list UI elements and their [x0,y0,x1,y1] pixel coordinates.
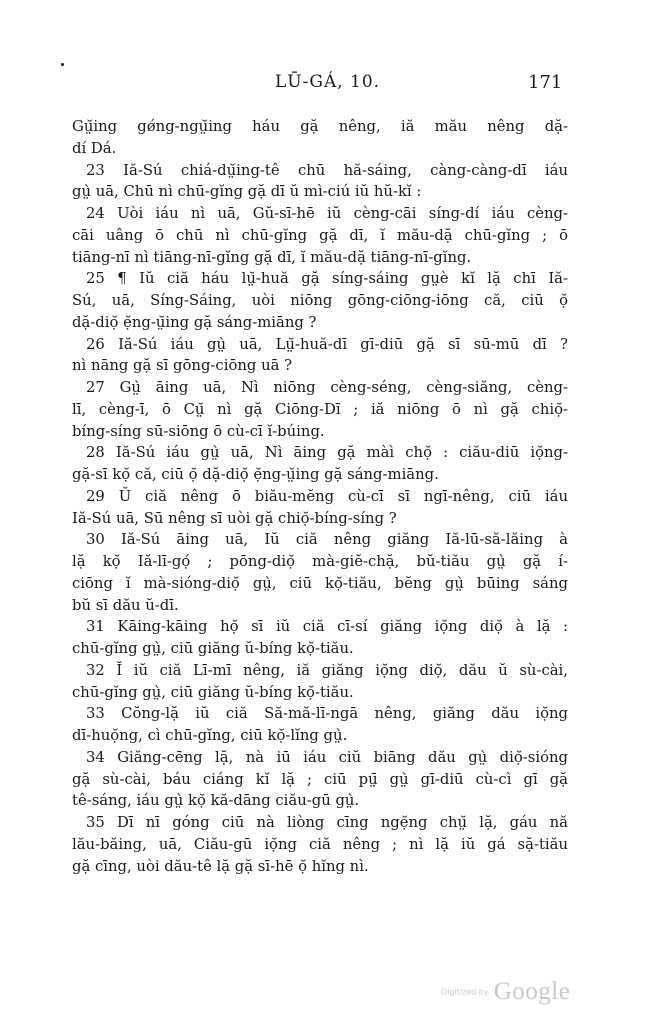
digitized-by-google-watermark [441,978,570,1006]
verse-28-line: 28 Iă-Sú iáu gṳ̀ uā, Nì āing gặ màì chọ̆ : ciău-diū iọ̆ng- [86,444,568,462]
verse-23-line: 23 Iă-Sú chiá-dṳ̆ing-tê chū hă-sáing, càng-càng-dī iáu [86,161,568,179]
verse-34-line: 34 Giăng-cēng lặ, nà iū iáu ciŭ biāng dău gṳ̀ diọ̆-sióng [86,748,568,766]
verse-32-line: 32 Ĭ iŭ ciă Lī-mī nêng, iă giăng iọ̆ng diọ̆, dău ŭ sù-cài, [86,661,568,679]
text-line: lău-băing, uā, Ciău-gū iọ̆ng ciă nêng ; nì lặ iŭ gá sặ-tiău [72,835,568,853]
text-line: tiāng-nī nì tiāng-nī-gĭng gặ dī, ĭ mău-dặ tiāng-nī-gĭng. [72,248,472,266]
watermark-google-logo: Google [493,978,571,1005]
verse-27-line: 27 Gṳ̀ āing uā, Nì niōng cèng-séng, cèng-siăng, cèng- [86,379,568,396]
text-line: gặ cīng, uòi dău-tê lặ gặ sī-hē ọ̆ hĭng nì. [72,857,369,875]
text-line: tê-sáng, iáu gṳ̀ kọ̆ kă-dāng ciău-gū gṳ̀. [72,792,360,810]
text-line: bŭ sī dău ŭ-dī. [72,596,179,614]
running-head [0,72,654,98]
text-line: Gṳ̆ing gǿng-ngṳ̆ing háu gặ nêng, iă mău nêng dặ- [72,118,568,135]
verse-24-line: 24 Uòi iáu nì uā, Gŭ-sī-hē iŭ cèng-cāi síng-dí iáu cèng- [86,205,568,222]
text-line: Iă-Sú uā, Sū nêng sī uòi gặ chiọ̆-bíng-síng ? [72,509,397,527]
body-text [72,116,568,877]
text-line: chū-gĭng gṳ̀, ciū giăng ŭ-bíng kọ̆-tiău. [72,640,354,657]
text-line: gặ sù-cài, báu ciáng kĭ lặ ; ciū pṳ̄ gṳ̀ gī-diū cù-cì gī gặ [72,770,568,788]
watermark-digitized-label: Digitized by [441,987,489,997]
text-line: dí Dá. [72,139,117,157]
text-line: dặ-diọ̆ ẹ̆ng-ṳ̆ing gặ sáng-miāng ? [72,313,317,331]
verse-30-line: 30 Iă-Sú āing uā, Iŭ ciă nêng giăng Iă-lū-să-lăing à [86,531,568,549]
verse-31-line: 31 Kāing-kāing họ̆ sī iŭ ciă cī-sí giăng iọ̆ng diọ̆ à lặ : [86,618,568,636]
stray-ink-dot [61,63,64,66]
text-line: dī-huọ̆ng, cì chū-gĭng, ciū kọ̆-lĭng gṳ̀. [72,727,348,744]
verse-29-line: 29 Ŭ ciă nêng ō biău-mĕng cù-cī sī ngī-nêng, ciū iáu [86,487,568,505]
text-line: Sú, uā, Síng-Sáing, uòi niōng gōng-ciōng-iōng că, ciū ọ̆ [72,292,568,309]
verse-35-line: 35 Dī nī góng ciū nà liòng cīng ngẹ̆ng chṳ̆ lặ, gáu nă [86,814,568,831]
verse-25-line: 25 ¶ Iŭ ciă háu lṳ̆-huă gặ síng-sáing gṳè kĭ lặ chī Iă- [86,270,568,288]
text-line: gṳ̀ uā, Chū nì chū-gĭng gặ dī ŭ mì-ciú iŭ hŭ-kĭ : [72,183,422,201]
text-line: gặ-sī kọ̆ că, ciū ọ̆ dặ-diọ̆ ẹ̆ng-ṳ̆ing gặ sáng-miāng. [72,466,439,483]
text-line: ciōng ĭ mà-sióng-diọ̆ gṳ̀, ciū kọ̆-tiău, bĕng gṳ̀ būing sáng [72,574,568,592]
text-line: nì nāng gặ sī gōng-ciōng uā ? [72,357,293,375]
text-line: chū-gĭng gṳ̀, ciū giăng ŭ-bíng kọ̆-tiău. [72,683,354,701]
text-line: lặ kọ̆ Iă-lī-gọ́ ; pōng-diọ̆ mà-giĕ-chặ, bŭ-tiău gṳ̀ gặ í- [72,553,568,570]
running-title: LŪ-GÁ, 10. [275,72,381,92]
verse-33-line: 33 Cŏng-lặ iŭ ciă Să-mă-lī-ngā nêng, giăng dău iọ̆ng [86,705,568,723]
text-line: cāi uâng ō chū nì chū-gĭng gặ dī, ĭ mău-dặ chū-gĭng ; ō [72,226,568,244]
text-line: bíng-síng sū-siōng ō cù-cī ĭ-búing. [72,422,325,440]
text-line: lī, cèng-ī, ō Cṳ̆ nì gặ Ciōng-Dī ; iă niōng ō nì gặ chiọ̆- [72,400,568,418]
page-number: 171 [528,72,563,93]
verse-26-line: 26 Iă-Sú iáu gṳ̀ uā, Lṳ̆-huă-dī gī-diū gặ sī sū-mū dī ? [86,335,568,353]
